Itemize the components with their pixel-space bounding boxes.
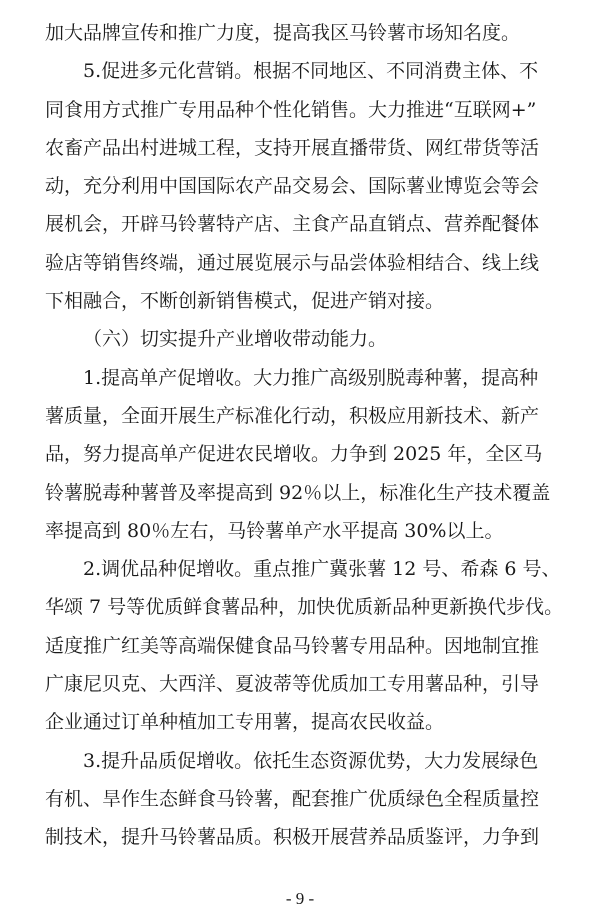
text-line: 加大品牌宣传和推广力度，提高我区马铃薯市场知名度。 xyxy=(45,22,521,44)
text-line: 率提高到 80％左右，马铃薯单产水平提高 30%以上。 xyxy=(45,519,504,542)
text-line: 品，努力提高单产促进农民增收。力争到 2025 年，全区马 xyxy=(45,443,543,466)
text-line: 企业通过订单种植加工专用薯，提高农民收益。 xyxy=(45,711,445,734)
text-line: 动，充分利用中国国际农产品交易会、国际薯业博览会等会 xyxy=(45,175,540,198)
text-line: 同食用方式推广专用品种个性化销售。大力推进“互联网+” xyxy=(45,98,537,121)
text-line: 适度推广红美等高端保健食品马铃薯专用品种。因地制宜推 xyxy=(45,634,540,657)
text-line: 3.提升品质促增收。依托生态资源优势，大力发展绿色 xyxy=(83,749,539,772)
text-line: 下相融合，不断创新销售模式，促进产销对接。 xyxy=(45,290,445,313)
text-line: 华颂 7 号等优质鲜食薯品种，加快优质新品种更新换代步伐。 xyxy=(45,596,564,619)
page-number: - 9 - xyxy=(285,889,315,908)
text-line: （六）切实提升产业增收带动能力。 xyxy=(83,328,388,351)
text-line: 验店等销售终端，通过展览展示与品尝体验相结合、线上线 xyxy=(45,251,540,274)
text-line: 展机会，开辟马铃薯特产店、主食产品直销点、营养配餐体 xyxy=(45,213,540,236)
body-text xyxy=(45,14,564,857)
text-line: 农畜产品出村进城工程，支持开展直播带货、网红带货等活 xyxy=(45,136,540,159)
text-line: 薯质量，全面开展生产标准化行动，积极应用新技术、新产 xyxy=(45,404,540,427)
text-line: 广康尼贝克、大西洋、夏波蒂等优质加工专用薯品种，引导 xyxy=(45,673,540,696)
text-line: 铃薯脱毒种薯普及率提高到 92％以上，标准化生产技术覆盖 xyxy=(45,481,551,504)
text-line: 制技术，提升马铃薯品质。积极开展营养品质鉴评，力争到 xyxy=(45,826,540,849)
text-line: 1.提高单产促增收。大力推广高级别脱毒种薯，提高种 xyxy=(83,366,539,389)
text-line: 2.调优品种促增收。重点推广冀张薯 12 号、希森 6 号、 xyxy=(83,558,561,581)
text-line: 5.促进多元化营销。根据不同地区、不同消费主体、不 xyxy=(83,60,539,83)
text-line: 有机、旱作生态鲜食马铃薯，配套推广优质绿色全程质量控 xyxy=(45,787,540,810)
